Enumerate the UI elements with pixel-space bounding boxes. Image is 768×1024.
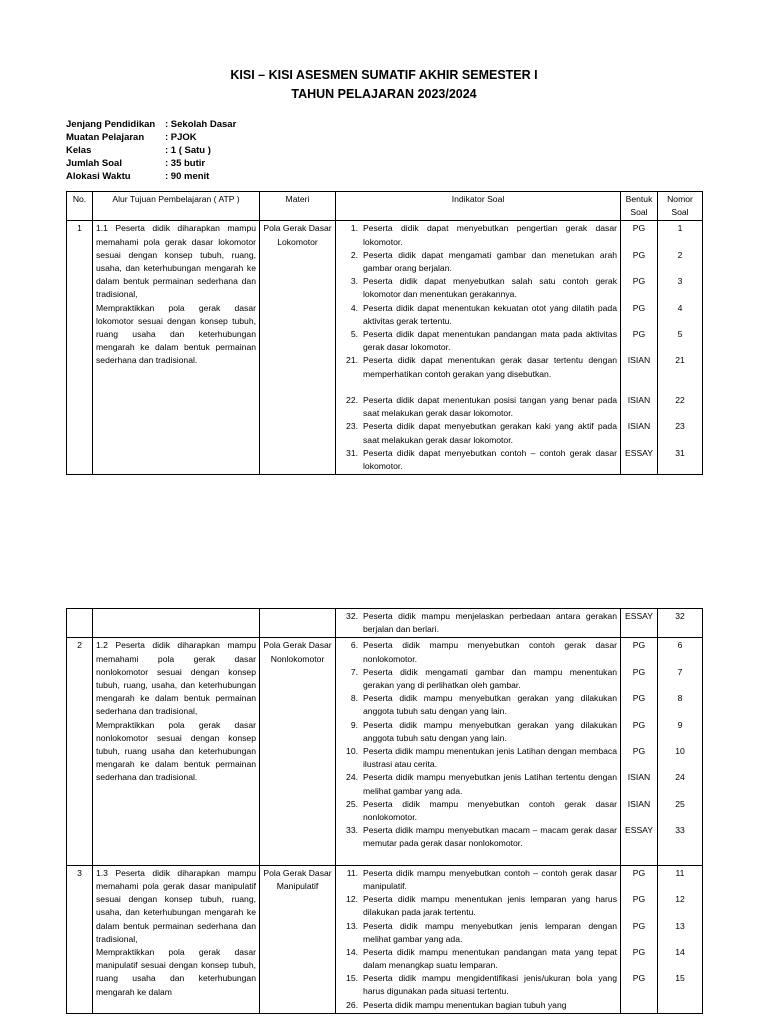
- indicator-item: 31. Peserta didik dapat menyebutkan contoh – contoh gerak dasar lokomotor.: [346, 447, 617, 471]
- indicator-item: 33. Peserta didik mampu menyebutkan macam – macam gerak dasar memutar pada gerak dasar nonlokomotor.: [346, 825, 617, 849]
- indicator-item: 15. Peserta didik mampu mengidentifikasi jenis/ukuran bola yang harus digunakan pada situasi tertentu.: [346, 973, 617, 997]
- row-indikator: [336, 638, 621, 865]
- indicator-item: 11. Peserta didik mampu menyebutkan contoh – contoh gerak dasar manipulatif.: [346, 867, 617, 891]
- header-bentuk: Bentuk Soal: [621, 192, 658, 221]
- header-indikator: Indikator Soal: [336, 192, 621, 221]
- indicator-item: 8. Peserta didik mampu menyebutkan gerakan yang dilakukan anggota tubuh satu dengan yang lain.: [350, 693, 617, 717]
- meta-kelas: Kelas : 1 ( Satu ): [66, 145, 211, 156]
- row-nomor: 32: [658, 609, 703, 638]
- row-materi: Pola Gerak Dasar Nonlokomotor: [260, 638, 336, 865]
- indicator-item: 32. Peserta didik mampu menjelaskan perbedaan antara gerakan berjalan dan berlari.: [346, 611, 617, 635]
- row-bentuk: ESSAY: [621, 609, 658, 638]
- title-line-2: TAHUN PELAJARAN 2023/2024: [291, 87, 477, 101]
- row-indikator: [336, 609, 621, 638]
- row-bentuk: PG PG PG PG PG: [621, 865, 658, 1013]
- indicator-item: 23. Peserta didik dapat menyebutkan gerakan kaki yang aktif pada saat melakukan gerak dasar lokomotor.: [346, 421, 617, 445]
- row-bentuk: PG PG PG PG PG ISIAN ISIAN ESSAY: [621, 638, 658, 865]
- indicator-item: 22. Peserta didik dapat menentukan posisi tangan yang benar pada saat melakukan gerak dasar lokomotor.: [346, 394, 617, 419]
- indicator-item: 25. Peserta didik mampu menyebutkan contoh gerak dasar nonlokomotor.: [346, 798, 617, 822]
- indicator-item: 7. Peserta didik mengamati gambar dan mampu menentukan gerakan yang di perlihatkan oleh gambar.: [350, 666, 617, 690]
- row-materi: [260, 609, 336, 638]
- header-atp: Alur Tujuan Pembelajaran ( ATP ): [93, 192, 260, 221]
- row-no: [67, 609, 93, 638]
- header-nomor: Nomor Soal: [658, 192, 703, 221]
- table-row: [67, 865, 703, 1013]
- indicator-item: 3. Peserta didik dapat menyebutkan salah satu contoh gerak lokomotor dan menentukan gerakannya.: [350, 276, 617, 300]
- row-nomor: 1 2 3 4 5 21 22 23 31: [658, 221, 703, 475]
- row-indikator: [336, 865, 621, 1013]
- indicator-item: 21. Peserta didik dapat menentukan gerak dasar tertentu dengan memperhatikan contoh gerakan yang disebutkan.: [346, 355, 617, 379]
- row-no: 2: [67, 638, 93, 865]
- row-no: 3: [67, 865, 93, 1013]
- indicator-item: 6. Peserta didik mampu menyebutkan contoh gerak dasar nonlokomotor.: [350, 640, 617, 664]
- meta-jenjang: Jenjang Pendidikan : Sekolah Dasar: [66, 119, 237, 130]
- meta-jumlah-soal: Jumlah Soal : 35 butir: [66, 158, 206, 169]
- table-header-row: [67, 192, 703, 221]
- header-materi: Materi: [260, 192, 336, 221]
- indicator-item: 5. Peserta didik dapat menentukan pandangan mata pada aktivitas gerak dasar lokomotor.: [350, 328, 617, 353]
- indicator-item: 9. Peserta didik mampu menyebutkan gerakan yang dilakukan anggota tubuh satu dengan yang lain.: [350, 719, 617, 743]
- table-row: [67, 638, 703, 865]
- row-atp: [93, 609, 260, 638]
- kisi-table-page-1: [66, 191, 703, 475]
- indicator-item: 1. Peserta didik dapat menyebutkan pengertian gerak dasar lokomotor.: [350, 223, 617, 247]
- header-no: No.: [67, 192, 93, 221]
- row-nomor: 6 7 8 9 10 24 25 33: [658, 638, 703, 865]
- table-row: [67, 221, 703, 475]
- row-atp: 1.2 Peserta didik diharapkan mampu memahami pola gerak dasar nonlokomotor sesuai dengan konsep tubuh, ruang, usaha, dan keterhubungan mengarah ke dalam bentuk permainan sederhana dan tradisional, Mempraktikkan pola gerak dasar nonlokomotor sesuai dengan konsep tubuh, ruang usaha dan keterhubungan mengarah ke dalam bentuk permainan sederhana dan tradisional.: [93, 638, 260, 865]
- indicator-item: 4. Peserta didik dapat menentukan kekuatan otot yang dilatih pada aktivitas gerak tertentu.: [350, 302, 617, 326]
- row-bentuk: PG PG PG PG PG ISIAN ISIAN ISIAN ESSAY: [621, 221, 658, 475]
- indicator-item: 12. Peserta didik mampu menentukan jenis lemparan yang harus dilakukan pada jarak tertentu.: [346, 894, 617, 918]
- indicator-item: 10. Peserta didik mampu menentukan jenis Latihan dengan membaca ilustrasi atau cerita.: [346, 745, 617, 770]
- row-no: 1: [67, 221, 93, 475]
- row-nomor: 11 12 13 14 15: [658, 865, 703, 1013]
- row-atp: 1.1 Peserta didik diharapkan mampu memahami pola gerak dasar lokomotor sesuai dengan konsep tubuh, ruang, usaha, dan keterhubungan mengarah ke dalam bentuk permainan sederhana dan tradisional, Mempraktikkan pola gerak dasar lokomotor sesuai dengan konsep tubuh, ruang usaha dan keterhubungan mengarah ke dalam bentuk permainan sederhana dan tradisional.: [93, 221, 260, 475]
- row-atp: 1.3 Peserta didik diharapkan mampu memahami pola gerak dasar manipulatif sesuai dengan konsep tubuh, ruang, usaha, dan keterhubungan mengarah ke dalam bentuk permainan sederhana dan tradisional, Mempraktikkan pola gerak dasar manipulatif sesuai dengan konsep tubuh, ruang usaha dan keterhubungan mengarah ke dalam: [93, 865, 260, 1013]
- kisi-table-page-2: [66, 608, 703, 1014]
- row-indikator: [336, 221, 621, 475]
- title-line-1: KISI – KISI ASESMEN SUMATIF AKHIR SEMESTER I: [230, 68, 538, 82]
- indicator-item: 2. Peserta didik dapat mengamati gambar dan menetukan arah gambar orang berjalan.: [350, 249, 617, 273]
- meta-info: [66, 118, 236, 183]
- indicator-item: 13. Peserta didik mampu menyebutkan jenis lemparan dengan melihat gambar yang ada.: [346, 920, 617, 944]
- row-materi: Pola Gerak Dasar Lokomotor: [260, 221, 336, 475]
- indicator-item: 24. Peserta didik mampu menyebutkan jenis Latihan tertentu dengan melihat gambar yang ada.: [346, 772, 617, 796]
- indicator-item: 14. Peserta didik mampu menentukan pandangan mata yang tepat dalam menangkap suatu lemparan.: [346, 946, 617, 971]
- meta-alokasi: Alokasi Waktu : 90 menit: [66, 171, 210, 182]
- indicator-item: 26. Peserta didik mampu menentukan bagian tubuh yang: [346, 999, 567, 1010]
- row-materi: Pola Gerak Dasar Manipulatif: [260, 865, 336, 1013]
- meta-muatan: Muatan Pelajaran : PJOK: [66, 132, 197, 143]
- document-title: [0, 66, 768, 104]
- table-row: [67, 609, 703, 638]
